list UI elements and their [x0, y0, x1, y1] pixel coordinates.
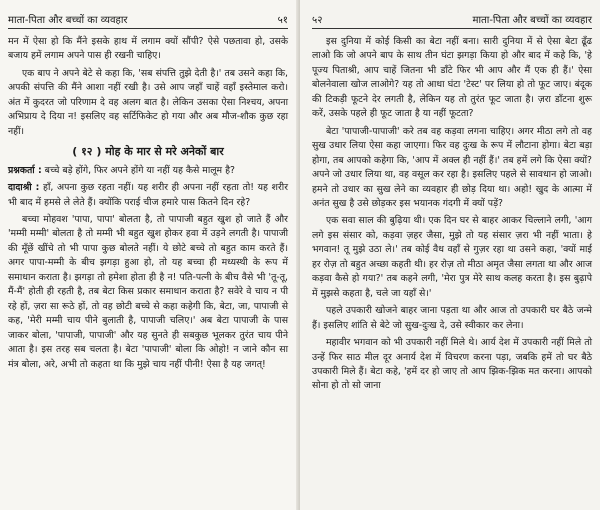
- right-paragraph-2: बेटा 'पापाजी-पापाजी' करे तब वह कड़वा लगना चाहिए। अगर मीठा लगे तो वह सुख उधार लिया ऐसा कहा जाएगा। फिर वह दुःख के रूप में लौटाना होगा। बेटा बड़ा होगा, तब आपको कहेगा कि, 'आप में अक्ल ही नहीं हैं।' तब हमें लगे कि ऐसा क्यों? अपने जो उधार लिया था, वह वसूल कर रहा है। इसलिए पहले से सावधान हो जाओ। हमने तो उधार का सुख लेने का व्यवहार ही छोड़ दिया था। अहो! खुद के आत्मा में अनंत सुख है उसे छोड़कर इस भयानक गंदगी में क्यों पड़ें?: [312, 125, 592, 209]
- section-title: ( १२ ) मोह के मार से मरे अनेकों बार: [72, 145, 224, 159]
- right-page-header: [312, 4, 592, 29]
- answer-paragraph: [8, 181, 288, 210]
- left-header-title: माता-पिता और बच्चों का व्यवहार: [8, 15, 128, 26]
- right-paragraph-5: महावीर भगवान को भी उपकारी नहीं मिले थे। आर्य देश में उपकारी नहीं मिले तो उन्हें फिर साठ मील दूर अनार्य देश में विचरण करना पड़ा, जबकि हमें तो घर बैठे उपकारी मिले हैं। बेटा कहे, 'हमें दर हो जाए तो आप झिक-झिक मत करना। आपको सोना हो तो सो जाना: [312, 337, 592, 392]
- left-page-number: ५१: [277, 15, 288, 26]
- left-paragraph-1: मन में ऐसा हो कि मैंने इसके हाथ में लगाम क्यों सौंपी? ऐसे पछतावा हो, उसके बजाय हमें लगाम अपने पास ही रखनी चाहिए।: [8, 36, 288, 62]
- question-text: बच्चे बड़े होंगे, फिर अपने होंगे या नहीं यह कैसे मालूम है?: [44, 164, 235, 176]
- right-header-title: माता-पिता और बच्चों का व्यवहार: [472, 15, 592, 26]
- left-paragraph-3: बच्चा मोहवश 'पापा, पापा' बोलता है, तो पापाजी बहुत खुश हो जाते हैं और 'मम्मी मम्मी' बोलता है तो मम्मी भी बहुत खुश होकर हवा में उड़ने लगती है। पापाजी की मूँछें खींचे तो भी पापा कुछ बोलते नहीं। ये छोटे बच्चे तो बहुत काम करते हैं। अगर पापा-मम्मी के बीच झगड़ा हुआ हो, तो यह बच्चा ही मध्यस्थी के रूप में समाधान कराता है। झगड़ा तो हमेशा होता ही है न! पति-पत्नी के बीच वैसे भी 'तू-तू, मैं-मैं' होती ही रहती है, तब बेटा किस प्रकार समाधान कराता है? सवेरे वे चाय न पी रहे हों, ज़रा सा रूठे हों, तो वह छोटी बच्चे से कहा कहेगी कि, बेटा, जा, पापाजी से कह, 'मेरी मम्मी चाय पीने बुलाती है, पापाजी चलिए।' अब बेटा पापाजी के पास जाकर बोला, 'पापाजी, पापाजी' और यह सुनते ही सबकुछ भूलकर तुरंत चाय पीने आता है। इस तरह सब चलता है। बेटा 'पापाजी' बोला कि ओहो! न जाने कौन सा मंत्र बोला, अरे, अभी तो कहता था कि मुझे चाय नहीं पीनी! ऐसा है यह जगत्!: [8, 213, 288, 370]
- right-page: [300, 0, 600, 510]
- left-page-body: [8, 35, 288, 372]
- right-paragraph-4: पहले उपकारी खोजने बाहर जाना पड़ता था और आज तो उपकारी घर बैठे जन्मे हैं। इसलिए शांति से बेटे जो सुख-दुःख दे, उसे स्वीकार कर लेना।: [312, 305, 592, 331]
- right-paragraph-1: इस दुनिया में कोई किसी का बेटा नहीं बना। सारी दुनिया में से ऐसा बेटा ढूँढ लाओ कि जो अपने बाप के साथ तीन घंटा झगड़ा किया हो और बाद में कहे कि, 'हे पूज्य पिताश्री, आप चाहें जितना भी डाँटे फिर भी आप और मैं एक ही हैं।' ऐसा बोलनेवाला खोज लाओगे? यह तो आधा घंटा 'टेस्ट' पर लिया हो तो फूट जाए। बंदूक की टिकड़ी फूटने देर लगती है, लेकिन यह तो तुरंत फूट जाता है। ज़रा डाँटना शुरू करें, उसके पहले ही फूट जाता है या नहीं फूटता?: [312, 36, 592, 120]
- right-page-number: ५२: [312, 15, 323, 26]
- left-page-header: [8, 4, 288, 29]
- question-paragraph: [8, 164, 288, 178]
- left-paragraph-2: एक बाप ने अपने बेटे से कहा कि, 'सब संपत्ति तुझे देती है।' तब उसने कहा कि, अपकी संपत्ति की मैंने आशा नहीं रखी है। उसे आप जहाँ चाहें वहाँ इस्तेमाल करो। अंत में कुदरत जो परिणाम दे वह अलग बात है। लेकिन उसका ऐसा निश्चय, अपना अभिप्राय दे दिया न! इसलिए वह सर्टिफिकेट हो गया और अब मौज-शौक कुछ रहा नहीं।: [8, 67, 288, 137]
- right-paragraph-3: एक सवा साल की बुढ़िया थी। एक दिन घर से बाहर आकर चिल्लाने लगी, 'आग लगे इस संसार को, कड़वा ज़हर जैसा, मुझे तो यह संसार ज़रा भी नहीं भाता। हे भगवान! तू मुझे उठा ले।' तब कोई वैध वहाँ से गुज़र रहा था उसने कहा, 'क्यों माई हर रोज़ तो बहुत अच्छा कहती थी। हर रोज़ तो मीठा अमृत जैसा लगता था और आज कड़वा कैसे हो गया?' तब कहने लगी, 'मेरा पुत्र मेरे साथ कलह करता है। इस बुढ़ापे में मुझसे कहता है, चले जा यहाँ से।': [312, 215, 592, 299]
- right-page-body: [312, 35, 592, 394]
- questioner-label: प्रश्नकर्ता :: [8, 164, 42, 176]
- dadashri-label: दादाश्री :: [8, 182, 40, 194]
- answer-text: हाँ, अपना कुछ रहता नहीं। यह शरीर ही अपना नहीं रहता तो! यह शरीर भी बाद में हमसे ले लेते हैं। क्योंकि पराई चीज हमारे पास कितने दिन रहे?: [8, 182, 288, 208]
